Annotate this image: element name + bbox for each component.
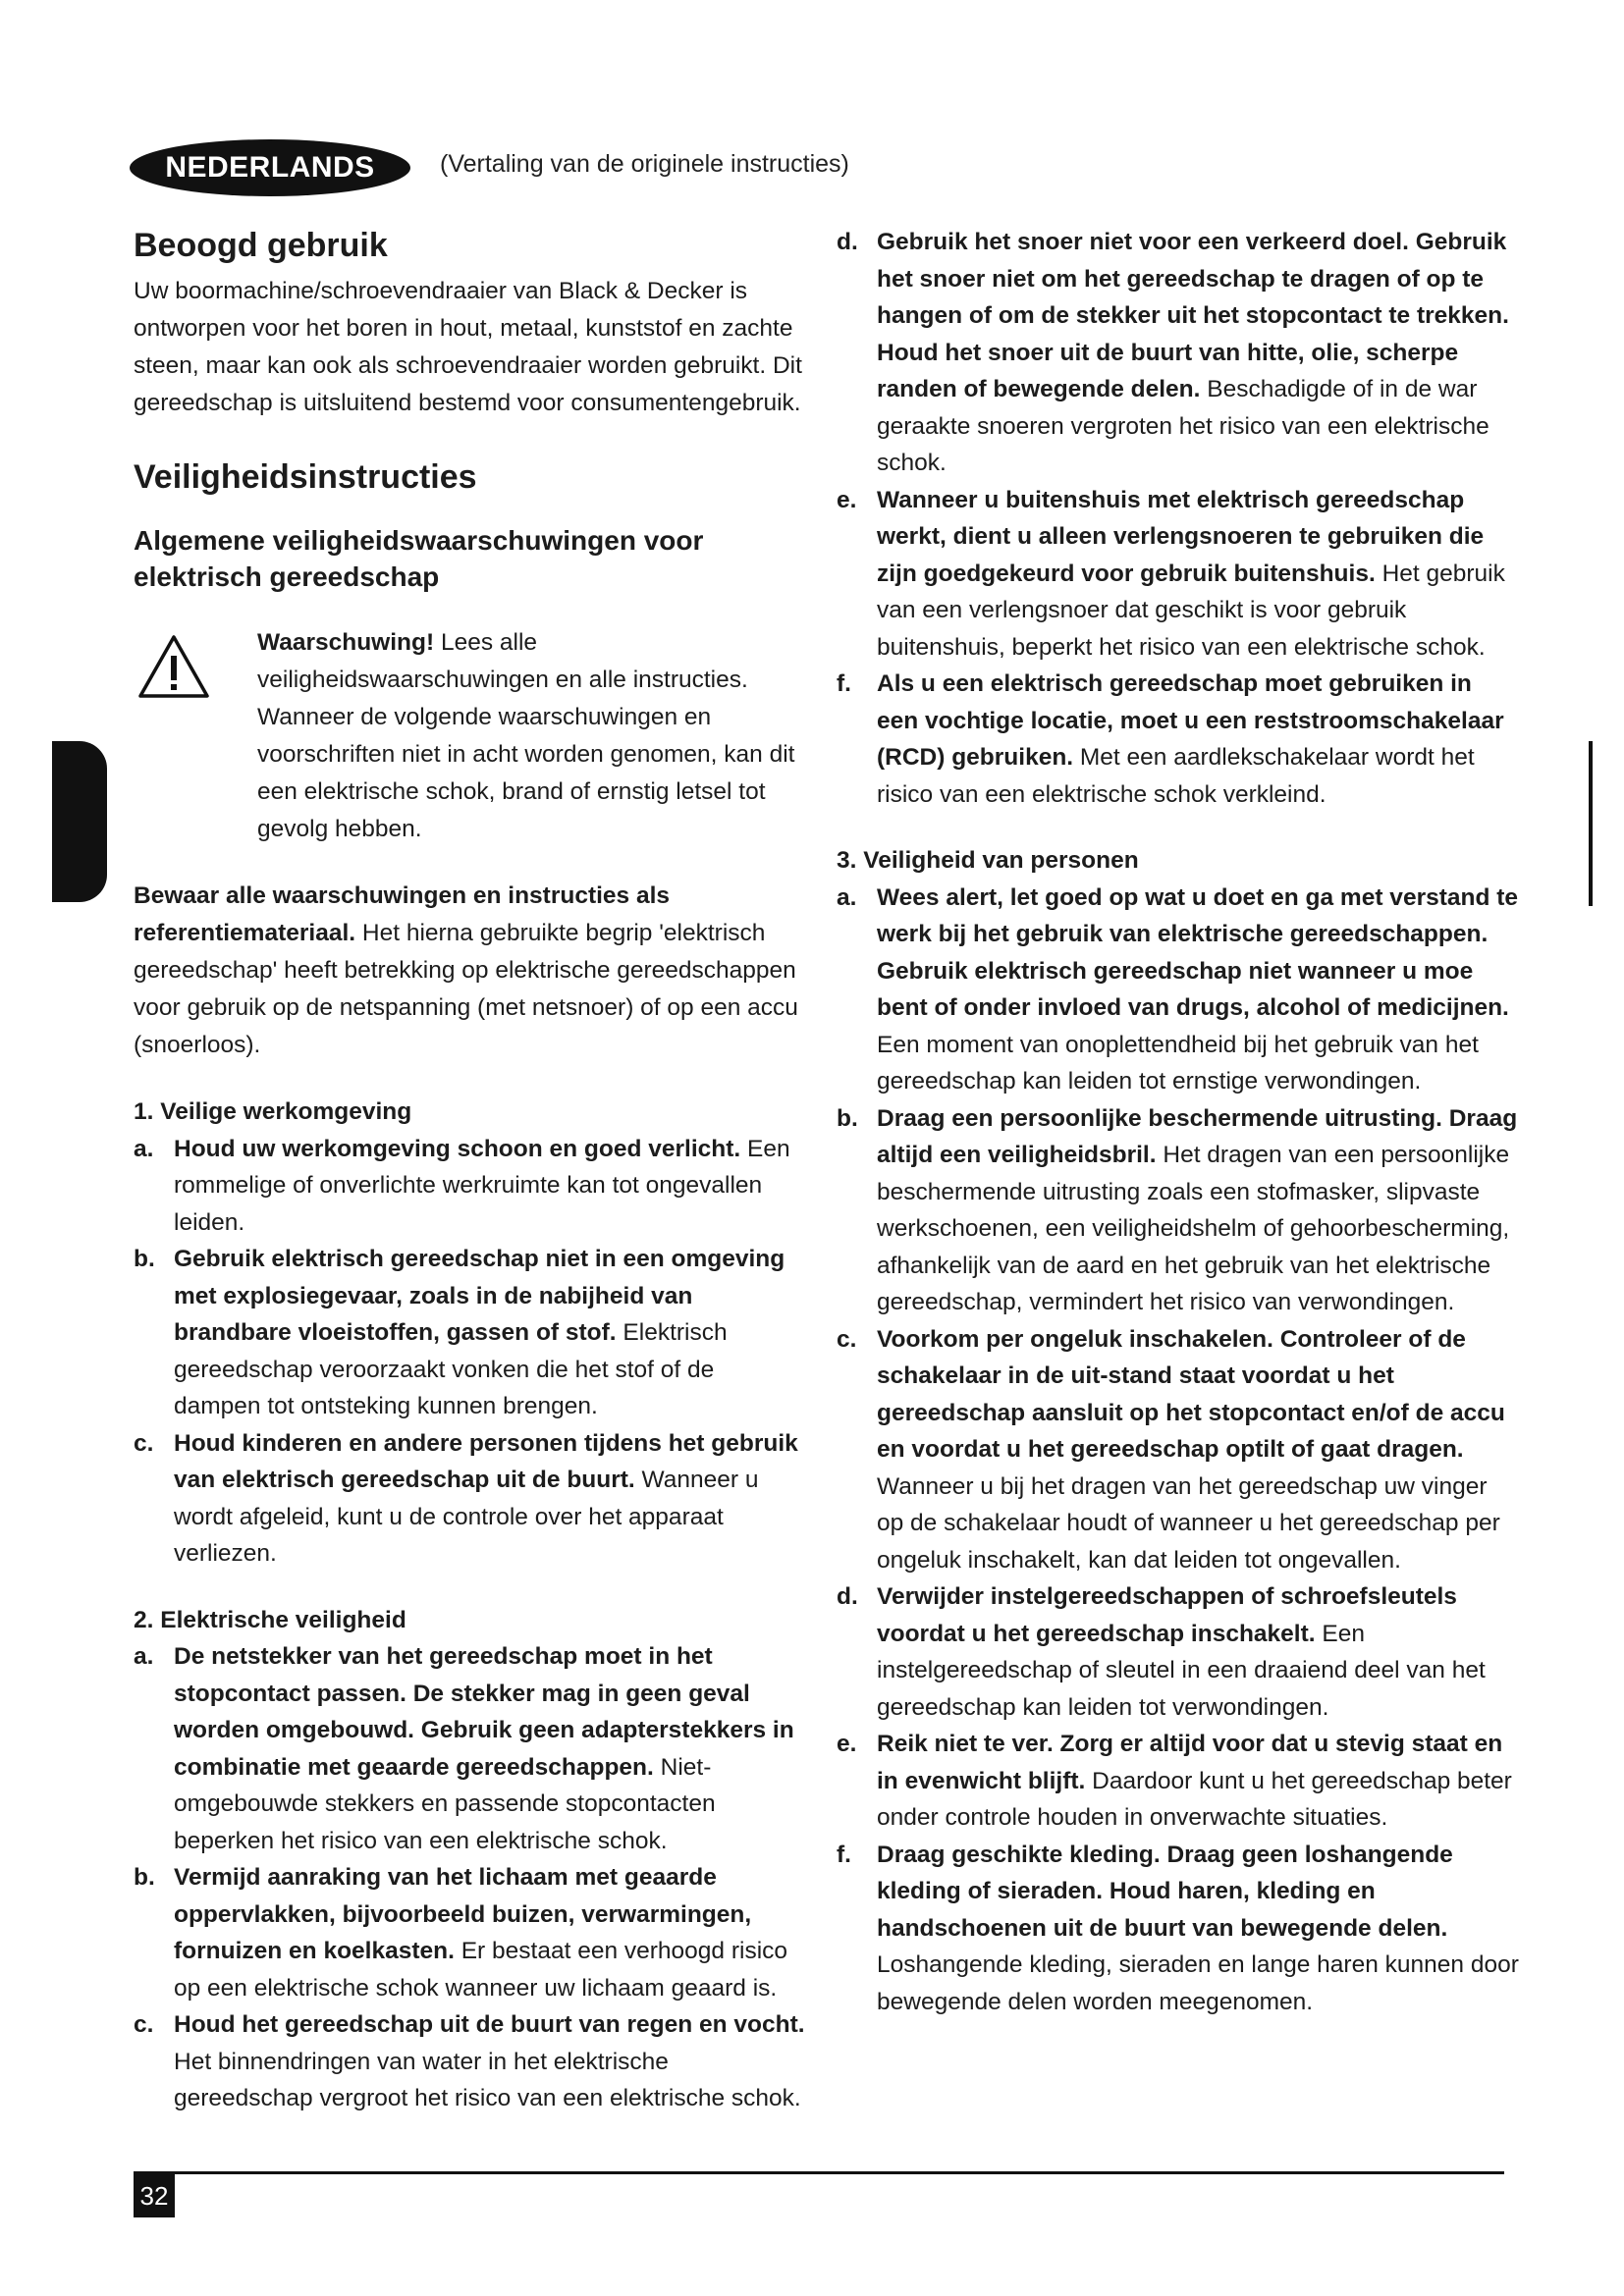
list-item: b. Gebruik elektrisch gereedschap niet in een omgeving met explosiegevaar, zoals in de nabijheid van brandbare vloeistoffen, gassen of stof. Elektrisch gereedschap veroorzaakt vonken die het stof of de dampen tot ontsteking kunnen brengen. bbox=[134, 1246, 785, 1419]
list-item: b. Vermijd aanraking van het lichaam met geaarde oppervlakken, bijvoorbeeld buizen, verwarmingen, fornuizen en koelkasten. Er bestaat een verhoogd risico op een elektrische schok wanneer uw lichaam geaard is. bbox=[134, 1864, 788, 2002]
intended-use-text: Uw boormachine/schroevendraaier van Black & Decker is ontworpen voor het boren in hout, metaal, kunststof en zachte steen, maar kan ook als schroevendraaier worden gebruikt. Dit gereedschap is uitsluitend bestemd voor consumentengebruik. bbox=[134, 278, 802, 416]
safety-heading: Veiligheidsinstructies bbox=[134, 458, 477, 496]
section-tab-marker bbox=[52, 741, 107, 902]
list-item: a. De netstekker van het gereedschap moet in het stopcontact passen. De stekker mag in geen geval worden omgebouwd. Gebruik geen adapterstekkers in combinatie met geaarde gereedschappen. Niet-omgebouwde stekkers en passende stopcontacten beperken het risico van een elektrische schok. bbox=[134, 1643, 794, 1854]
list-item: d. Verwijder instelgereedschappen of schroefsleutels voordat u het gereedschap inschakelt. Een instelgereedschap of sleutel in een draaiend deel van het gereedschap kan leiden tot verwondingen. bbox=[837, 1583, 1486, 1721]
list-item: c. Voorkom per ongeluk inschakelen. Controleer of de schakelaar in de uit-stand staat voordat u het gereedschap aansluit op het stopcontact en/of de accu en voordat u het gereedschap optilt of gaat dragen. Wanneer u bij het dragen van het gereedschap uw vinger op de schakelaar houdt of wanneer u het gereedschap per ongeluk inschakelt, kan dat leiden tot ongevallen. bbox=[837, 1325, 1505, 1574]
general-warnings-heading: Algemene veiligheidswaarschuwingen voor elektrisch gereedschap bbox=[134, 525, 704, 592]
page-number: 32 bbox=[134, 2174, 175, 2217]
list-item: b. Draag een persoonlijke beschermende uitrusting. Draag altijd een veiligheidsbril. Het dragen van een persoonlijke beschermende uitrusting zoals een stofmasker, slipvaste werkschoenen, een veiligheidshelm of gehoorbescherming, afhankelijk van de aard en het gebruik van het elektrische gereedschap, vermindert het risico van verwondingen. bbox=[837, 1104, 1518, 1315]
list-item: d. Gebruik het snoer niet voor een verkeerd doel. Gebruik het snoer niet om het gereedschap te dragen of op te hangen of om de stekker uit het stopcontact te trekken. Houd het snoer uit de buurt van hitte, olie, scherpe randen of bewegende delen. Beschadigde of in de war geraakte snoeren vergroten het risico van een elektrische schok. bbox=[837, 229, 1509, 476]
list-item: f. Als u een elektrisch gereedschap moet gebruiken in een vochtige locatie, moet u een reststroomschakelaar (RCD) gebruiken. Met een aardlekschakelaar wordt het risico van een elektrische schok verkleind. bbox=[837, 670, 1504, 808]
section-2 bbox=[134, 1602, 806, 2117]
list-item: c. Houd het gereedschap uit de buurt van regen en vocht. Het binnendringen van water in het elektrische gereedschap vergroot het risico van een elektrische schok. bbox=[134, 2011, 805, 2111]
language-badge: NEDERLANDS bbox=[130, 139, 410, 196]
list-item: a. Houd uw werkomgeving schoon en goed verlicht. Een rommelige of onverlichte werkruimte kan tot ongevallen leiden. bbox=[134, 1135, 790, 1236]
section-1 bbox=[134, 1094, 806, 1573]
list-item: f. Draag geschikte kleding. Draag geen loshangende kleding of sieraden. Houd haren, kleding en handschoenen uit de buurt van bewegende delen. Loshangende kleding, sieraden en lange haren kunnen door bewegende delen worden meegenomen. bbox=[837, 1841, 1519, 2015]
warning-label: Waarschuwing! bbox=[257, 629, 435, 656]
section-2-continued bbox=[837, 224, 1519, 813]
warning-block bbox=[134, 624, 806, 848]
translation-note: (Vertaling van de originele instructies) bbox=[440, 150, 849, 178]
section-3 bbox=[837, 842, 1519, 2020]
warning-text: Lees alle veiligheidswaarschuwingen en alle instructies. Wanneer de volgende waarschuwingen en voorschriften niet in acht worden genomen, kan dit een elektrische schok, brand of ernstig letsel tot gevolg hebben. bbox=[257, 629, 795, 842]
section-3-title: 3. Veiligheid van personen bbox=[837, 847, 1139, 874]
list-item: e. Reik niet te ver. Zorg er altijd voor dat u stevig staat en in evenwicht blijft. Daardoor kunt u het gereedschap beter onder controle houden in onverwachte situaties. bbox=[837, 1731, 1512, 1831]
list-item: a. Wees alert, let goed op wat u doet en ga met verstand te werk bij het gebruik van elektrische gereedschappen. Gebruik elektrisch gereedschap niet wanneer u moe bent of onder invloed van drugs, alcohol of medicijnen. Een moment van onoplettendheid bij het gebruik van het gereedschap kan leiden tot ernstige verwondingen. bbox=[837, 883, 1519, 1095]
footer-rule bbox=[134, 2171, 1504, 2174]
keep-instructions: Bewaar alle waarschuwingen en instructies als referentiemateriaal. Het hierna gebruikte begrip 'elektrisch gereedschap' heeft betrekking op elektrische gereedschappen voor gebruik op de netspanning (met netsnoer) of op een accu (snoerloos). bbox=[134, 882, 798, 1058]
section-2-title: 2. Elektrische veiligheid bbox=[134, 1606, 406, 1633]
left-column bbox=[134, 224, 806, 2117]
right-column bbox=[837, 224, 1519, 2020]
list-item: c. Houd kinderen en andere personen tijdens het gebruik van elektrisch gereedschap uit de buurt. Wanneer u wordt afgeleid, kunt u de controle over het apparaat verliezen. bbox=[134, 1429, 798, 1567]
intended-use-heading: Beoogd gebruik bbox=[134, 227, 388, 264]
section-1-title: 1. Veilige werkomgeving bbox=[134, 1098, 412, 1125]
margin-bar bbox=[1589, 741, 1593, 906]
warning-triangle-icon bbox=[137, 634, 210, 699]
list-item: e. Wanneer u buitenshuis met elektrisch gereedschap werkt, dient u alleen verlengsnoeren te gebruiken die zijn goedgekeurd voor gebruik buitenshuis. Het gebruik van een verlengsnoer dat geschikt is voor gebruik buitenshuis, beperkt het risico van een elektrische schok. bbox=[837, 486, 1505, 661]
